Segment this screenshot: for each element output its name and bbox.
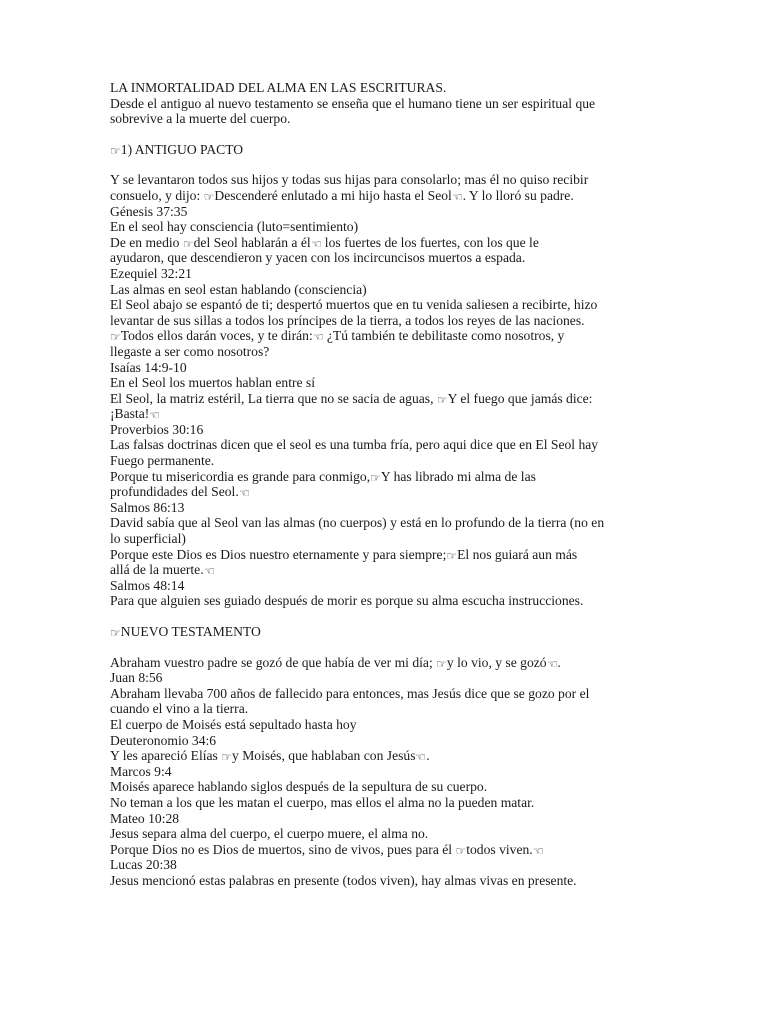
verse-text: levantar de sus sillas a todos los príncipes de la tierra, a todos los reyes de las naciones. [110,312,585,328]
intro-line: sobrevive a la muerte del cuerpo. [110,111,291,127]
verse-reference: Ezequiel 32:21 [110,265,192,281]
commentary: No teman a los que les matan el cuerpo, mas ellos el alma no la pueden matar. [110,794,535,810]
commentary: Las almas en seol estan hablando (consciencia) [110,281,367,297]
verse-text: ¡Basta!☞ [110,406,161,423]
commentary: cuando el vino a la tierra. [110,701,249,717]
section-heading-antiguo-pacto: ☞1) ANTIGUO PACTO [110,141,244,158]
hand-pointing-left-icon: ☞ [415,750,427,765]
verse-text: profundidades del Seol.☞ [110,484,250,501]
hand-pointing-right-icon: ☞ [436,656,447,671]
verse-text: ayudaron, que descendieron y yacen con los incircuncisos muertos a espada. [110,250,526,266]
hand-pointing-right-icon: ☞ [203,189,215,204]
commentary: Abraham llevaba 700 años de fallecido para entonces, mas Jesús dice que se gozo por el [110,685,590,701]
verse-text: Porque Dios no es Dios de muertos, sino de vivos, pues para él ☞todos viven.☞ [110,841,544,858]
hand-pointing-left-icon: ☞ [546,656,558,671]
hand-pointing-right-icon: ☞ [446,548,458,563]
verse-text: consuelo, y dijo: ☞Descenderé enlutado a mi hijo hasta el Seol☞. Y lo lloró su padre. [110,187,574,204]
verse-text: Porque tu misericordia es grande para conmigo,☞Y has librado mi alma de las [110,468,536,485]
hand-pointing-right-icon: ☞ [110,626,121,640]
verse-text: ☞Todos ellos darán voces, y te dirán:☞ ¿Tú también te debilitaste como nosotros, y [110,328,565,345]
verse-reference: Proverbios 30:16 [110,421,204,437]
commentary: Jesus mencionó estas palabras en presente (todos viven), hay almas vivas en presente. [110,872,577,888]
verse-text: El Seol, la matriz estéril, La tierra que no se sacia de aguas, ☞Y el fuego que jamás dice: [110,390,593,407]
section-heading-nuevo-testamento: ☞NUEVO TESTAMENTO [110,624,261,640]
hand-pointing-right-icon: ☞ [110,330,121,345]
doc-title: LA INMORTALIDAD DEL ALMA EN LAS ESCRITURAS. [110,80,447,95]
verse-reference: Salmos 48:14 [110,577,185,593]
hand-pointing-right-icon: ☞ [221,750,232,765]
hand-pointing-right-icon: ☞ [110,143,121,158]
commentary: Jesus separa alma del cuerpo, el cuerpo muere, el alma no. [110,826,429,842]
verse-text: llegaste a ser como nosotros? [110,343,270,359]
verse-text: Y les apareció Elías ☞y Moisés, que hablaban con Jesús☞. [110,748,430,765]
commentary: En el seol hay consciencia (luto=sentimiento) [110,219,359,235]
commentary: David sabía que al Seol van las almas (no cuerpos) y está en lo profundo de la tierra (no en [110,515,605,531]
verse-reference: Lucas 20:38 [110,857,177,873]
verse-text: Porque este Dios es Dios nuestro eternamente y para siempre;☞El nos guiará aun más [110,546,578,563]
verse-text: De en medio ☞del Seol hablarán a él☞ los fuertes de los fuertes, con los que le [110,234,539,251]
commentary: Moisés aparece hablando siglos después de la sepultura de su cuerpo. [110,779,488,795]
verse-text: El Seol abajo se espantó de ti; despertó muertos que en tu venida saliesen a recibirte, hizo [110,297,598,313]
verse-reference: Salmos 86:13 [110,499,185,515]
hand-pointing-left-icon: ☞ [149,408,161,423]
verse-reference: Juan 8:56 [110,670,163,686]
verse-reference: Mateo 10:28 [110,810,180,826]
commentary: Fuego permanente. [110,453,215,469]
hand-pointing-right-icon: ☞ [455,843,467,858]
document-page [110,80,670,889]
commentary: En el Seol los muertos hablan entre sí [110,375,315,391]
verse-reference: Isaías 14:9-10 [110,359,187,375]
verse-text: allá de la muerte.☞ [110,562,215,579]
hand-pointing-right-icon: ☞ [436,392,448,407]
verse-reference: Marcos 9:4 [110,763,172,779]
hand-pointing-right-icon: ☞ [370,470,381,485]
hand-pointing-left-icon: ☞ [310,236,322,251]
hand-pointing-left-icon: ☞ [203,564,215,579]
hand-pointing-left-icon: ☞ [532,843,544,858]
verse-reference: Deuteronomio 34:6 [110,732,217,748]
intro-line: Desde el antiguo al nuevo testamento se enseña que el humano tiene un ser espiritual que [110,95,596,111]
verse-text: Abraham vuestro padre se gozó de que había de ver mi día; ☞y lo vio, y se gozó☞. [110,654,561,671]
commentary: Para que alguien ses guiado después de morir es porque su alma escucha instrucciones. [110,593,584,609]
verse-reference: Génesis 37:35 [110,203,188,219]
verse-text: Y se levantaron todos sus hijos y todas sus hijas para consolarlo; mas él no quiso recibir [110,172,589,188]
hand-pointing-left-icon: ☞ [238,486,250,501]
hand-pointing-right-icon: ☞ [182,236,194,251]
hand-pointing-left-icon: ☞ [312,330,324,345]
commentary: El cuerpo de Moisés está sepultado hasta hoy [110,716,357,732]
hand-pointing-left-icon: ☞ [451,189,463,204]
commentary: lo superficial) [110,531,186,547]
commentary: Las falsas doctrinas dicen que el seol es una tumba fría, pero aqui dice que en El Seol hay [110,437,599,453]
